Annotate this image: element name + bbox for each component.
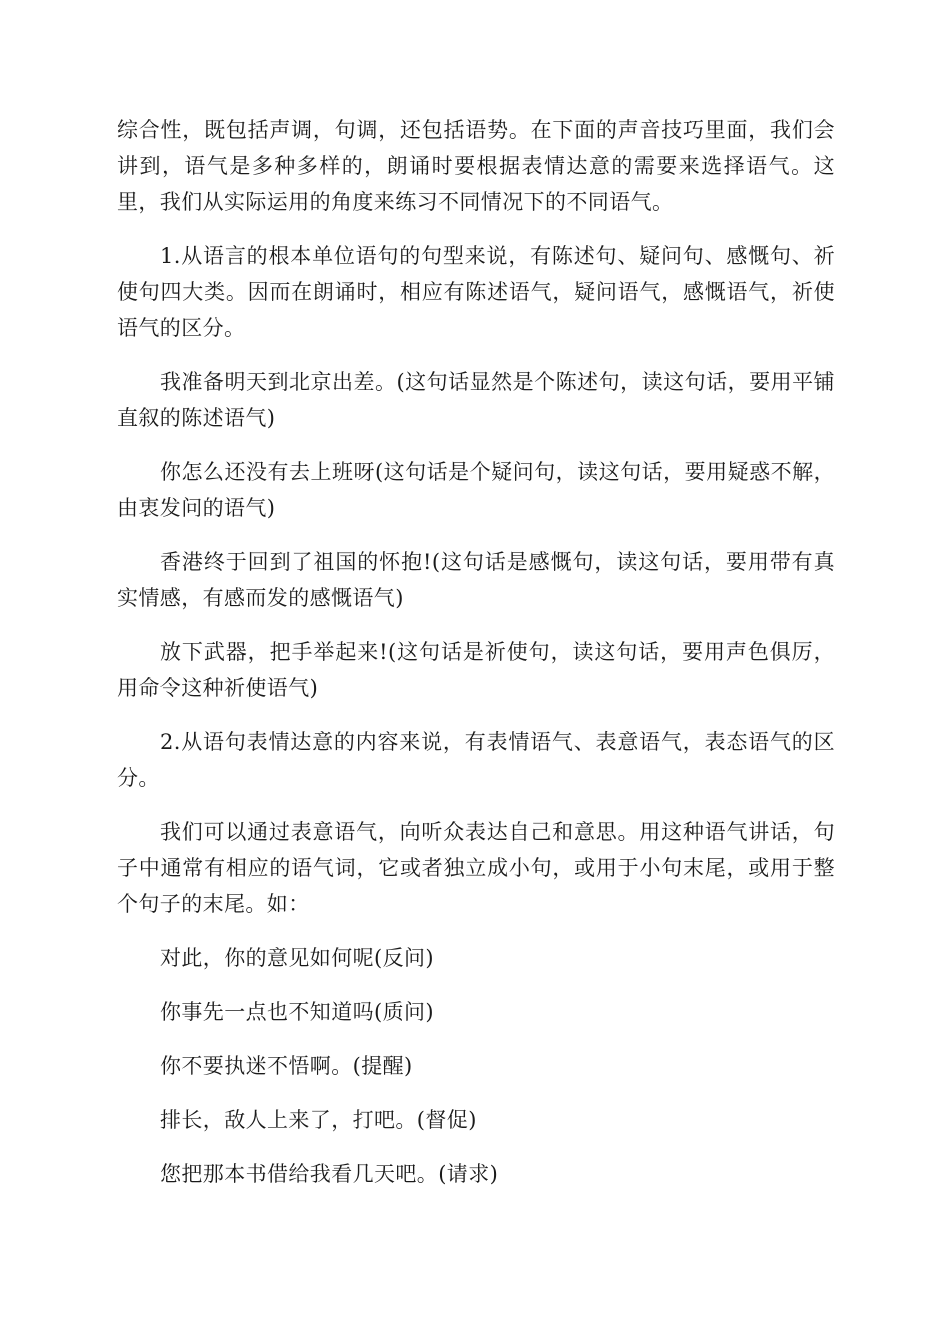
paragraph: 排长，敌人上来了，打吧。(督促)	[160, 1108, 477, 1132]
paragraph: 我准备明天到北京出差。(这句话显然是个陈述句，读这句话，要用平铺直叙的陈述语气)	[117, 370, 835, 430]
paragraph: 你不要执迷不悟啊。(提醒)	[160, 1054, 413, 1078]
paragraph: 综合性，既包括声调，句调，还包括语势。在下面的声音技巧里面，我们会讲到，语气是多种多样的，朗诵时要根据表情达意的需要来选择语气。这里，我们从实际运用的角度来练习不同情况下的不同语气。	[117, 118, 835, 214]
paragraph: 我们可以通过表意语气，向听众表达自己和意思。用这种语气讲话，句子中通常有相应的语气词，它或者独立成小句，或用于小句末尾，或用于整个句子的末尾。如：	[117, 820, 835, 916]
document-body	[117, 112, 835, 1210]
paragraph: 您把那本书借给我看几天吧。(请求)	[160, 1162, 499, 1186]
paragraph: 1.从语言的根本单位语句的句型来说，有陈述句、疑问句、感慨句、祈使句四大类。因而在朗诵时，相应有陈述语气，疑问语气，感慨语气，祈使语气的区分。	[117, 244, 835, 340]
paragraph: 你事先一点也不知道吗(质问)	[160, 1000, 434, 1024]
paragraph: 你怎么还没有去上班呀(这句话是个疑问句，读这句话，要用疑惑不解，由衷发问的语气)	[117, 460, 835, 520]
paragraph: 放下武器，把手举起来!(这句话是祈使句，读这句话，要用声色俱厉，用命令这种祈使语气)	[117, 640, 835, 700]
paragraph: 对此，你的意见如何呢(反问)	[160, 946, 434, 970]
paragraph: 香港终于回到了祖国的怀抱!(这句话是感慨句，读这句话，要用带有真实情感，有感而发的感慨语气)	[117, 550, 835, 610]
paragraph: 2.从语句表情达意的内容来说，有表情语气、表意语气，表态语气的区分。	[117, 730, 835, 790]
